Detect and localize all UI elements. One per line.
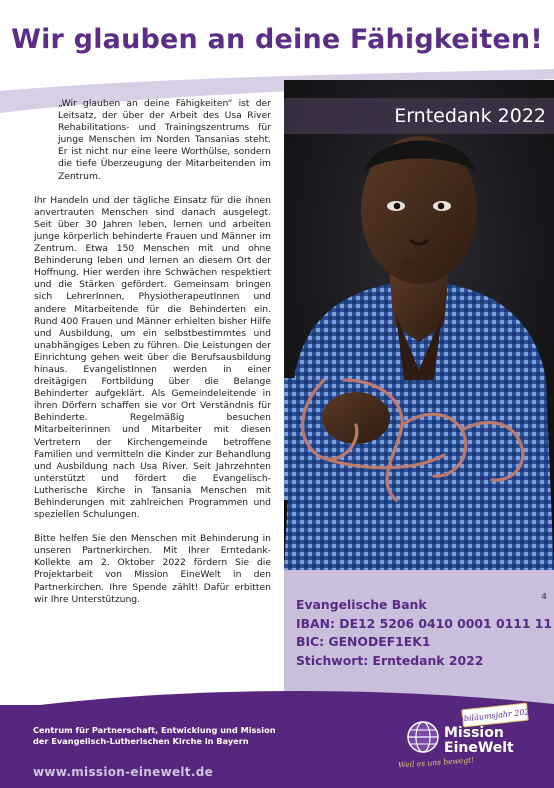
globe-icon — [406, 720, 440, 754]
bank-marker: 4 — [541, 592, 547, 601]
anniversary-badge: Jubiläumsjahr 2022 — [461, 703, 529, 728]
website-link[interactable]: www.mission-einewelt.de — [33, 765, 214, 779]
intro-paragraph: „Wir glauben an deine Fähigkeiten“ ist der Leitsatz, der über der Arbeit des Usa River Rehabilitations- und Trainingszentrums für junge Menschen im Norden Tansanias steht. Er ist nicht nur eine leere Worthülse, sondern die tiefe Überzeugung der Mitarbeitenden im Zentrum. — [58, 98, 271, 182]
portrait-photo — [284, 80, 554, 570]
photo-title: Erntedank 2022 — [394, 105, 546, 127]
bank-keyword: Stichwort: Erntedank 2022 — [296, 652, 484, 668]
logo-word-mission: Mission — [444, 725, 504, 741]
main-paragraph: Ihr Handeln und der tägliche Einsatz für die ihnen anvertrauten Menschen sind danach ausgelegt. Seit über 30 Jahren leben, lernen und arbeiten junge körperlich behinderte Frauen und Männer im Zentrum. Etwa 150 Menschen mit und ohne Behinderung leben und lernen an diesem Ort der Hoffnung. Hier werden ihre Schwächen respektiert und die Stärken gefördert. Gemeinsam bringen sich LehrerInnen, PhysiotherapeutInnen und andere Mitarbeitende für die Behinderten ein. Rund 400 Frauen und Männer erhielten bisher Hilfe und Ausbildung, um ein selbstbestimmtes und unabhängiges Leben zu führen. Die Leistungen der Einrichtung gehen weit über die Berufsausbildung hinaus. EvangelistInnen werden in einer dreitägigen Fortbildung über die Belange Behinderter aufgeklärt. Als Gemeindeleitende in ihren Dörfern schaffen sie vor Ort Verständnis für Behinderte. Regelmäßig besuchen Mitarbeiterinnen und Mitarbeiter mit diesen Vertretern der Kirchengemeinde betroffene Familien und vermitteln die Kinder zur Behandlung und Ausbildung nach Usa River. Seit Jahrzehnten unterstützt und fördert die Evangelisch-Lutherische Kirche in Tansania Menschen mit Behinderungen mit zahlreichen Programmen und speziellen Schulungen. — [34, 194, 271, 521]
logo-word-einewelt: EineWelt — [444, 740, 514, 756]
footer-organization — [33, 725, 313, 747]
body-text — [34, 98, 271, 618]
logo-wordmark — [444, 726, 514, 756]
appeal-paragraph: Bitte helfen Sie den Menschen mit Behinderung in unseren Partnerkirchen. Mit Ihrer Erntedank-Kollekte am 2. Oktober 2022 fördern Sie die Projektarbeit von Mission EineWelt in den Partnerkirchen. Ihre Spende zählt! Dafür erbitten wir Ihre Unterstützung. — [34, 533, 271, 605]
bank-name: Evangelische Bank — [296, 597, 427, 612]
logo-tagline: Weil es uns bewegt! — [397, 755, 475, 770]
photo-illustration — [284, 80, 554, 570]
bank-iban: IBAN: DE12 5206 0410 0001 0111 11 — [296, 615, 553, 631]
footer-org-line1: Centrum für Partnerschaft, Entwicklung und Mission — [33, 725, 276, 735]
footer-org-line2: der Evangelisch-Lutherischen Kirche in Bayern — [33, 736, 249, 746]
mission-einewelt-logo — [397, 700, 550, 786]
page-headline: Wir glauben an deine Fähigkeiten! — [11, 23, 543, 55]
bank-bic: BIC: GENODEF1EK1 — [296, 634, 431, 650]
